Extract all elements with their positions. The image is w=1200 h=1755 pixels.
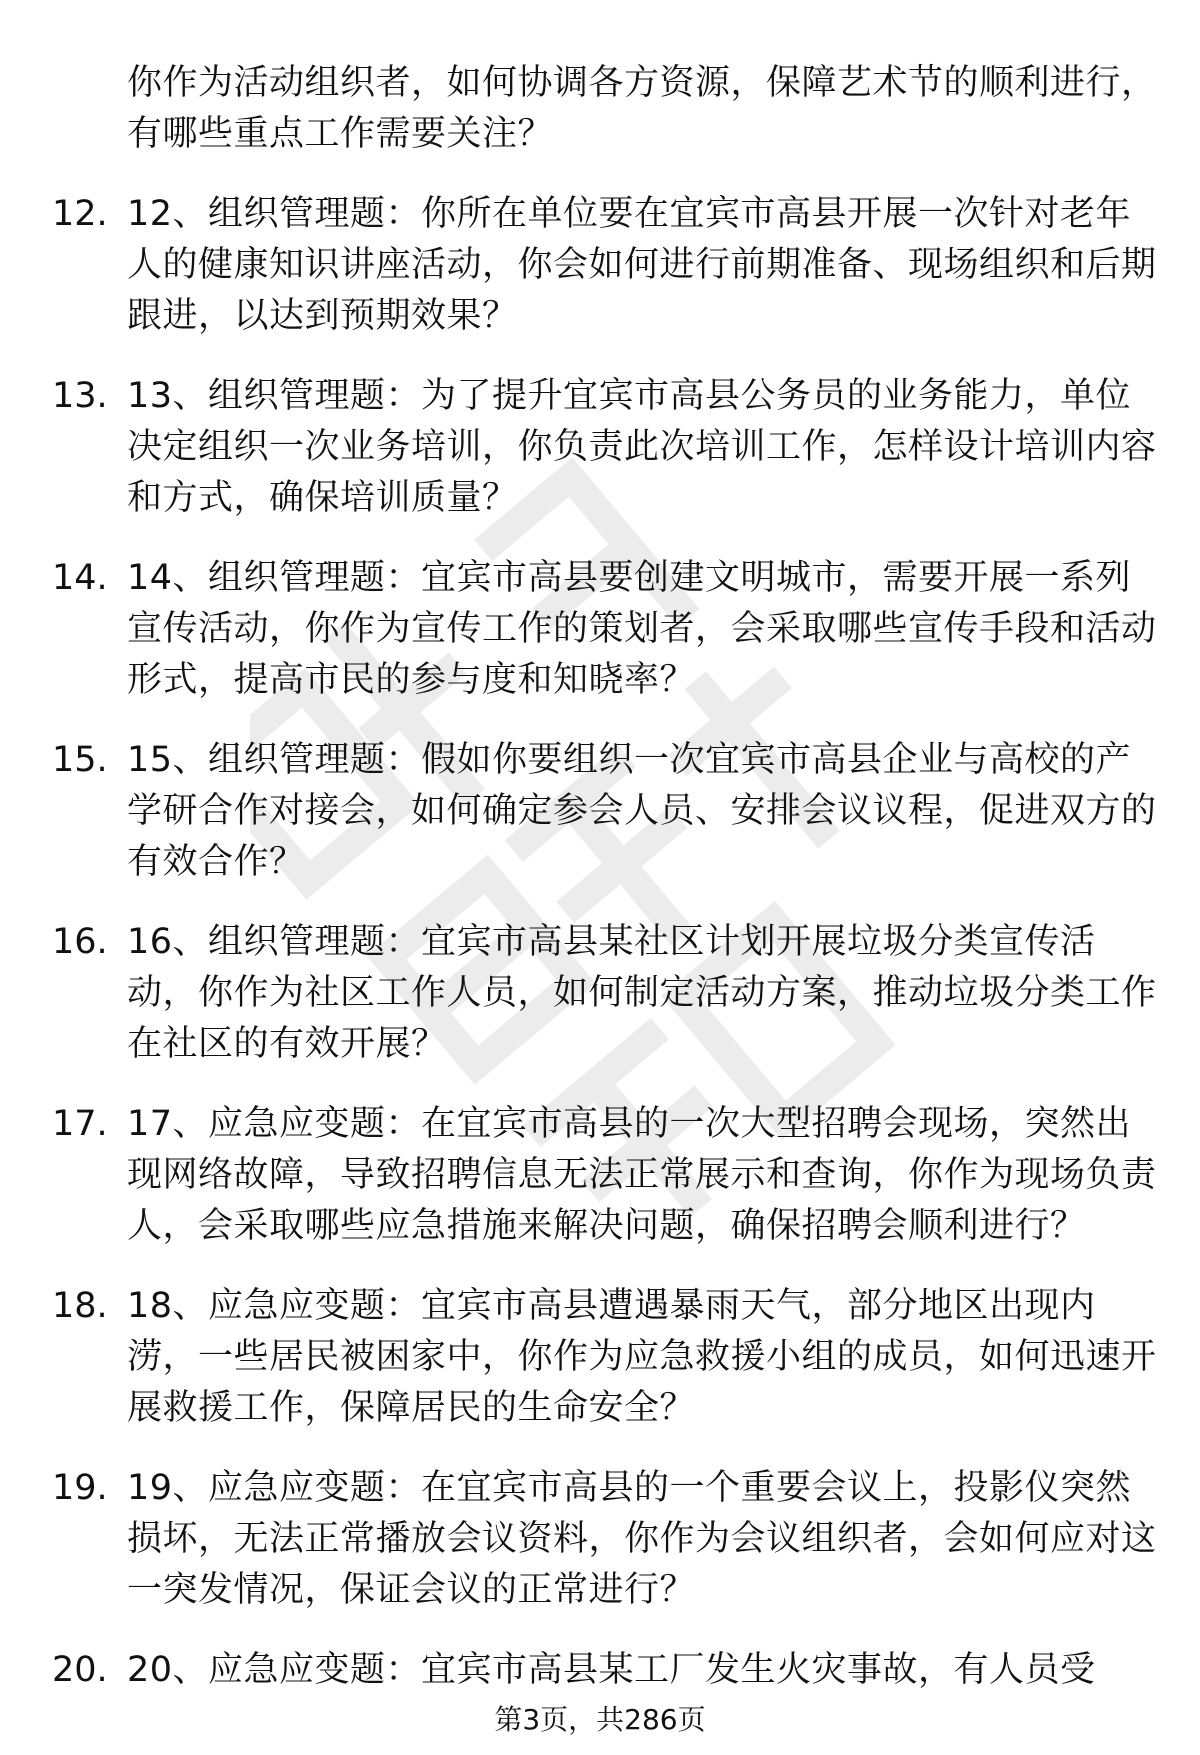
list-item <box>0 553 1200 706</box>
item-number: 18. <box>52 1286 108 1326</box>
list-item <box>0 1099 1200 1252</box>
list-item <box>0 735 1200 888</box>
item-text: 14、组织管理题：宜宾市高县要创建文明城市，需要开展一系列宣传活动，你作为宣传工作的策划者，会采取哪些宣传手段和活动形式，提高市民的参与度和知晓率？ <box>127 558 1157 700</box>
item-number: 12. <box>52 194 108 234</box>
item-number: 14. <box>52 558 108 598</box>
item-text: 18、应急应变题：宜宾市高县遭遇暴雨天气，部分地区出现内涝，一些居民被困家中，你作为应急救援小组的成员，如何迅速开展救援工作，保障居民的生命安全？ <box>127 1286 1157 1428</box>
item-text: 17、应急应变题：在宜宾市高县的一次大型招聘会现场，突然出现网络故障，导致招聘信息无法正常展示和查询，你作为现场负责人，会采取哪些应急措施来解决问题，确保招聘会顺利进行？ <box>127 1104 1157 1246</box>
list-item <box>0 1281 1200 1434</box>
item-text: 13、组织管理题：为了提升宜宾市高县公务员的业务能力，单位决定组织一次业务培训，你负责此次培训工作，怎样设计培训内容和方式，确保培训质量？ <box>127 376 1157 518</box>
item-number: 16. <box>52 922 108 962</box>
item-text: 19、应急应变题：在宜宾市高县的一个重要会议上，投影仪突然损坏，无法正常播放会议资料，你作为会议组织者，会如何应对这一突发情况，保证会议的正常进行？ <box>127 1468 1157 1610</box>
question-continuation-text: 你作为活动组织者，如何协调各方资源，保障艺术节的顺利进行，有哪些重点工作需要关注？ <box>127 63 1157 154</box>
list-item <box>0 189 1200 342</box>
item-number: 20. <box>52 1650 108 1690</box>
list-item <box>0 1645 1200 1696</box>
list-item <box>0 917 1200 1070</box>
item-number: 19. <box>52 1468 108 1508</box>
item-text: 15、组织管理题：假如你要组织一次宜宾市高县企业与高校的产学研合作对接会，如何确定参会人员、安排会议议程，促进双方的有效合作？ <box>127 740 1157 882</box>
item-number: 13. <box>52 376 108 416</box>
item-text: 20、应急应变题：宜宾市高县某工厂发生火灾事故，有人员受 <box>127 1650 1096 1690</box>
item-text: 16、组织管理题：宜宾市高县某社区计划开展垃圾分类宣传活动，你作为社区工作人员，如何制定活动方案，推动垃圾分类工作在社区的有效开展？ <box>127 922 1157 1064</box>
page-footer: 第3页，共286页 <box>494 1703 706 1736</box>
item-number: 15. <box>52 740 108 780</box>
item-text: 12、组织管理题：你所在单位要在宜宾市高县开展一次针对老年人的健康知识讲座活动，你会如何进行前期准备、现场组织和后期跟进，以达到预期效果？ <box>127 194 1157 336</box>
list-item <box>0 1463 1200 1616</box>
item-number: 17. <box>52 1104 108 1144</box>
question-list <box>0 58 1200 1696</box>
list-item <box>0 371 1200 524</box>
